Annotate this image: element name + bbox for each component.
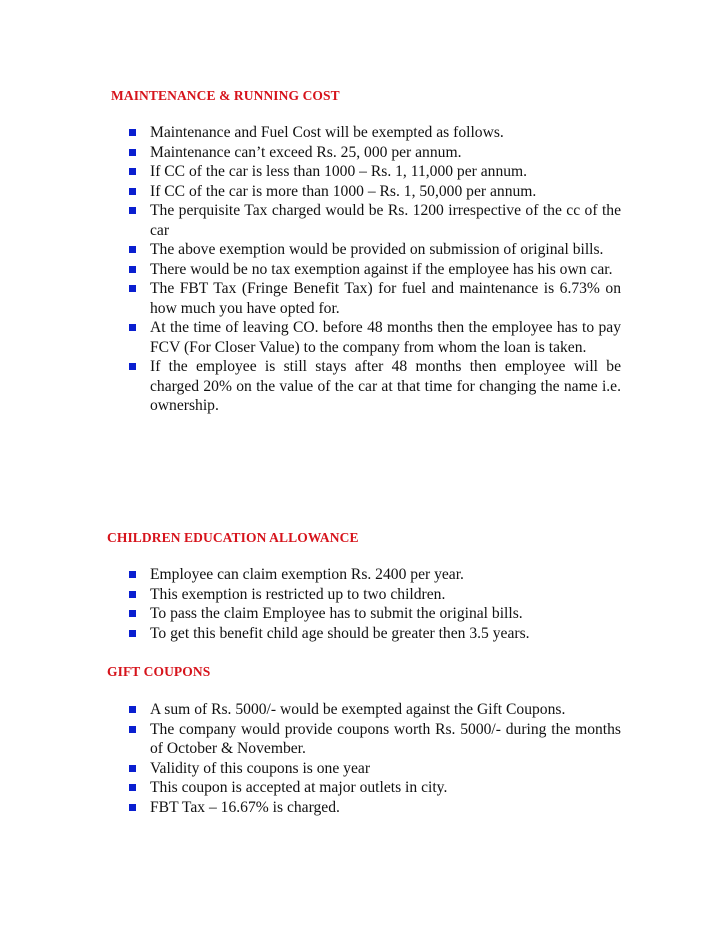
square-bullet-icon: [129, 784, 136, 791]
list-item: If CC of the car is more than 1000 – Rs. 1, 50,000 per annum.: [128, 182, 621, 202]
square-bullet-icon: [129, 571, 136, 578]
square-bullet-icon: [129, 804, 136, 811]
maintenance-list: [128, 123, 621, 416]
square-bullet-icon: [129, 246, 136, 253]
list-item: The FBT Tax (Fringe Benefit Tax) for fuel and maintenance is 6.73% on how much you have opted for.: [128, 279, 621, 318]
list-item: Maintenance can’t exceed Rs. 25, 000 per annum.: [128, 143, 621, 163]
section-heading-children-education: CHILDREN EDUCATION ALLOWANCE: [107, 530, 359, 545]
square-bullet-icon: [129, 610, 136, 617]
list-item: If the employee is still stays after 48 months then employee will be charged 20% on the value of the car at that time for changing the name i.e. ownership.: [128, 357, 621, 416]
children-education-list: [128, 565, 621, 643]
list-item: To pass the claim Employee has to submit the original bills.: [128, 604, 621, 624]
square-bullet-icon: [129, 149, 136, 156]
list-item: There would be no tax exemption against if the employee has his own car.: [128, 260, 621, 280]
list-item: At the time of leaving CO. before 48 months then the employee has to pay FCV (For Closer Value) to the company from whom the loan is taken.: [128, 318, 621, 357]
list-item: If CC of the car is less than 1000 – Rs. 1, 11,000 per annum.: [128, 162, 621, 182]
square-bullet-icon: [129, 188, 136, 195]
gift-coupons-list: [128, 700, 621, 817]
list-item: Validity of this coupons is one year: [128, 759, 621, 779]
square-bullet-icon: [129, 765, 136, 772]
list-item: The above exemption would be provided on submission of original bills.: [128, 240, 621, 260]
list-item: A sum of Rs. 5000/- would be exempted against the Gift Coupons.: [128, 700, 621, 720]
section-heading-gift-coupons: GIFT COUPONS: [107, 664, 211, 679]
square-bullet-icon: [129, 168, 136, 175]
square-bullet-icon: [129, 591, 136, 598]
section-heading-maintenance: MAINTENANCE & RUNNING COST: [111, 88, 340, 103]
list-item: To get this benefit child age should be greater then 3.5 years.: [128, 624, 621, 644]
square-bullet-icon: [129, 285, 136, 292]
list-item: This exemption is restricted up to two children.: [128, 585, 621, 605]
list-item: FBT Tax – 16.67% is charged.: [128, 798, 621, 818]
square-bullet-icon: [129, 726, 136, 733]
square-bullet-icon: [129, 207, 136, 214]
list-item: This coupon is accepted at major outlets in city.: [128, 778, 621, 798]
square-bullet-icon: [129, 129, 136, 136]
list-item: The perquisite Tax charged would be Rs. 1200 irrespective of the cc of the car: [128, 201, 621, 240]
list-item: Maintenance and Fuel Cost will be exempted as follows.: [128, 123, 621, 143]
square-bullet-icon: [129, 266, 136, 273]
list-item: Employee can claim exemption Rs. 2400 per year.: [128, 565, 621, 585]
square-bullet-icon: [129, 363, 136, 370]
square-bullet-icon: [129, 630, 136, 637]
square-bullet-icon: [129, 324, 136, 331]
square-bullet-icon: [129, 706, 136, 713]
list-item: The company would provide coupons worth Rs. 5000/- during the months of October & November.: [128, 720, 621, 759]
